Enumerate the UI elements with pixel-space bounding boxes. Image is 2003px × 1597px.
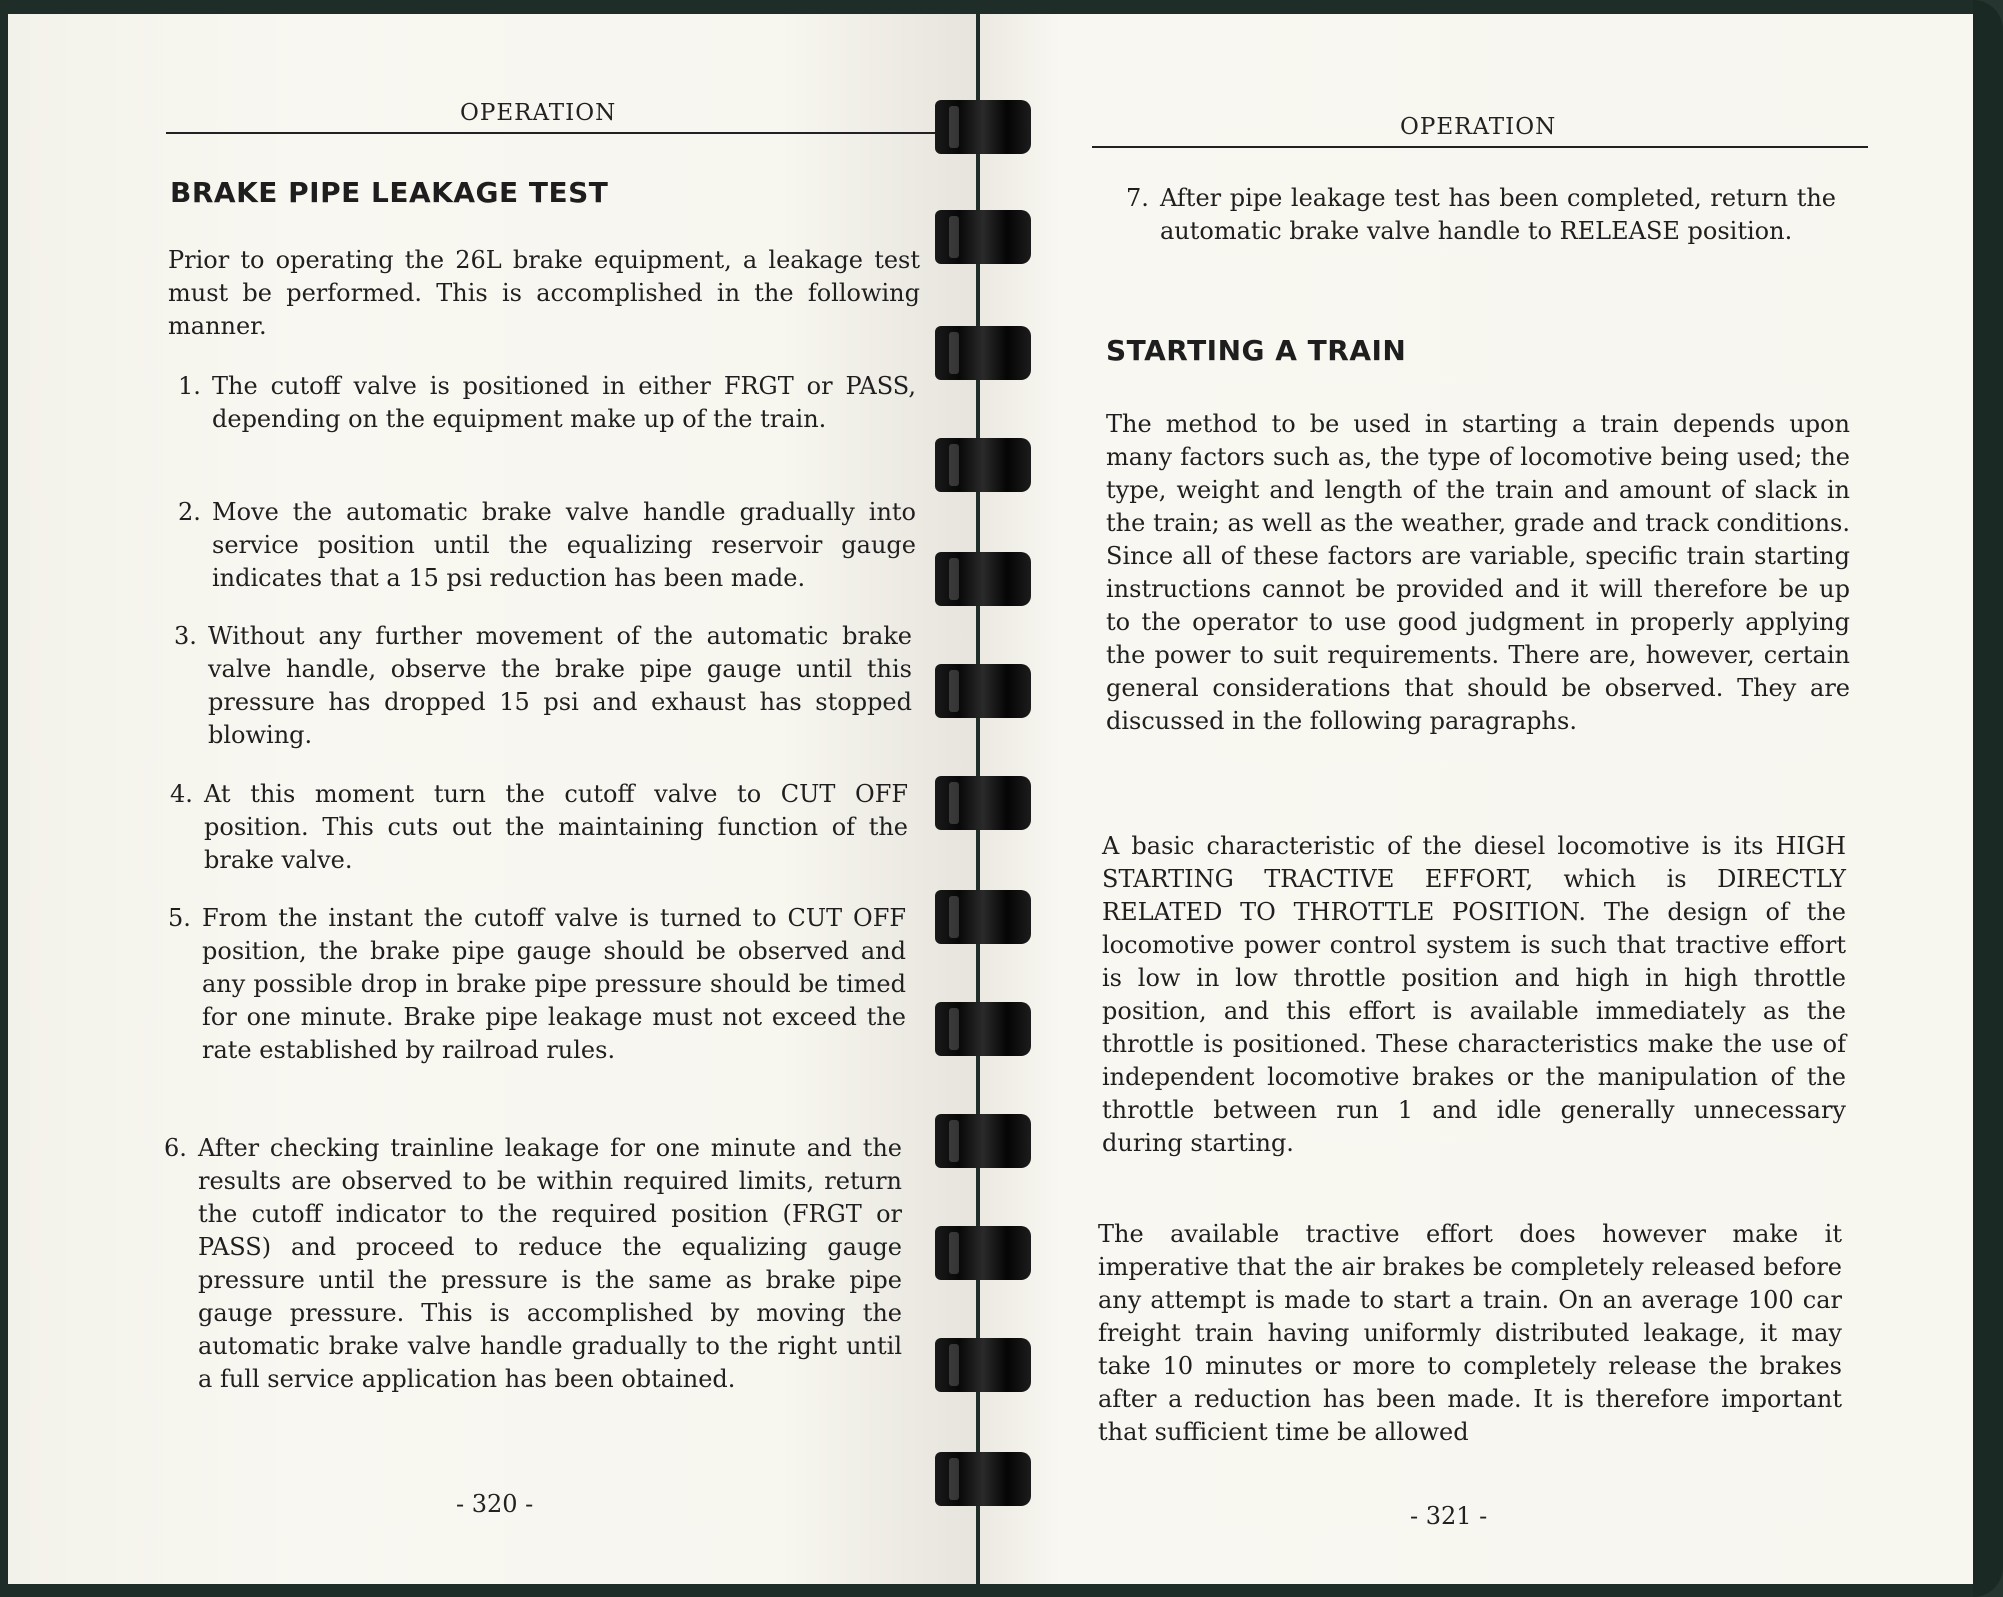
list-item <box>174 620 912 752</box>
header-rule-right <box>1092 146 1868 148</box>
left-page <box>8 14 976 1584</box>
binding-coil <box>935 438 1031 492</box>
list-item <box>170 778 908 877</box>
step-text: The cutoff valve is positioned in either FRGT or PASS, depending on the equipment make up of the train. <box>212 372 916 433</box>
binding-coil <box>935 210 1031 264</box>
binding-coil <box>935 100 1031 154</box>
section-heading-brake-pipe: BRAKE PIPE LEAKAGE TEST <box>170 176 609 209</box>
list-item <box>164 1132 902 1396</box>
step-text: After pipe leakage test has been completed, return the automatic brake valve handle to RELEASE position. <box>1160 184 1836 245</box>
running-head-right: OPERATION <box>1400 114 1557 140</box>
binding-coil <box>935 552 1031 606</box>
binding-coil <box>935 1452 1031 1506</box>
binding-coil <box>935 1226 1031 1280</box>
step-text: From the instant the cutoff valve is turned to CUT OFF position, the brake pipe gauge should be observed and any possible drop in brake pipe pressure should be timed for one minute. Brake pipe leakage must not exceed the rate established by railroad rules. <box>202 904 906 1064</box>
step-number: 4. <box>170 780 193 808</box>
paragraph-tractive-effort: A basic characteristic of the diesel locomotive is its HIGH STARTING TRACTIVE EFFORT, which is DIRECTLY RELATED TO THROTTLE POSITION. The design of the locomotive power control system is such that tractive effort is low in low throttle position and high in high throttle position, and this effort is available immediately as the throttle is positioned. These characteristics make the use of independent locomotive brakes or the manipulation of the throttle between run 1 and idle generally unnecessary during starting. <box>1102 832 1846 1157</box>
step-text: After checking trainline leakage for one minute and the results are observed to be within required limits, return the cutoff indicator to the required position (FRGT or PASS) and proceed to reduce the equalizing gauge pressure until the pressure is the same as brake pipe gauge pressure. This is accomplished by moving the automatic brake valve handle gradually to the right until a full service application has been obtained. <box>198 1134 902 1393</box>
step-number: 6. <box>164 1134 187 1162</box>
binding-coil <box>935 890 1031 944</box>
section-heading-starting-train: STARTING A TRAIN <box>1106 334 1407 367</box>
paragraph-starting-method: The method to be used in starting a train depends upon many factors such as, the type of locomotive being used; the type, weight and length of the train and amount of slack in the train; as well as the weather, grade and track conditions. Since all of these factors are variable, specific train starting instructions cannot be provided and it will therefore be up to the operator to use good judgment in properly applying the power to suit requirements. There are, however, certain general considerations that should be observed. They are discussed in the following paragraphs. <box>1106 410 1850 735</box>
step-text: At this moment turn the cutoff valve to CUT OFF position. This cuts out the maintaining function of the brake valve. <box>204 780 908 874</box>
binding-coil <box>935 1002 1031 1056</box>
binding-coil <box>935 776 1031 830</box>
intro-paragraph: Prior to operating the 26L brake equipment, a leakage test must be performed. This is accomplished in the following manner. <box>168 246 920 340</box>
step-text: Without any further movement of the automatic brake valve handle, observe the brake pipe gauge until this pressure has dropped 15 psi and exhaust has stopped blowing. <box>208 622 912 749</box>
binding-coil <box>935 1114 1031 1168</box>
step-number: 1. <box>178 372 201 400</box>
list-item <box>1126 182 1836 248</box>
right-page <box>980 14 1973 1584</box>
binding-coil <box>935 1338 1031 1392</box>
header-rule-left <box>166 132 936 134</box>
step-number: 2. <box>178 498 201 526</box>
book-cover-edge <box>1973 0 2003 1597</box>
binding-coil <box>935 664 1031 718</box>
page-number-right: - 321 - <box>1410 1502 1488 1530</box>
list-item <box>168 902 906 1067</box>
binding-coil <box>935 326 1031 380</box>
list-item <box>178 370 916 436</box>
step-number: 7. <box>1126 184 1149 212</box>
list-item <box>178 496 916 595</box>
step-text: Move the automatic brake valve handle gradually into service position until the equalizing reservoir gauge indicates that a 15 psi reduction has been made. <box>212 498 916 592</box>
step-number: 5. <box>168 904 191 932</box>
running-head-left: OPERATION <box>460 100 617 126</box>
step-number: 3. <box>174 622 197 650</box>
paragraph-air-brakes: The available tractive effort does however make it imperative that the air brakes be completely released before any attempt is made to start a train. On an average 100 car freight train having uniformly distributed leakage, it may take 10 minutes or more to completely release the brakes after a reduction has been made. It is therefore important that sufficient time be allowed <box>1098 1220 1842 1446</box>
page-number-left: - 320 - <box>456 1490 534 1518</box>
